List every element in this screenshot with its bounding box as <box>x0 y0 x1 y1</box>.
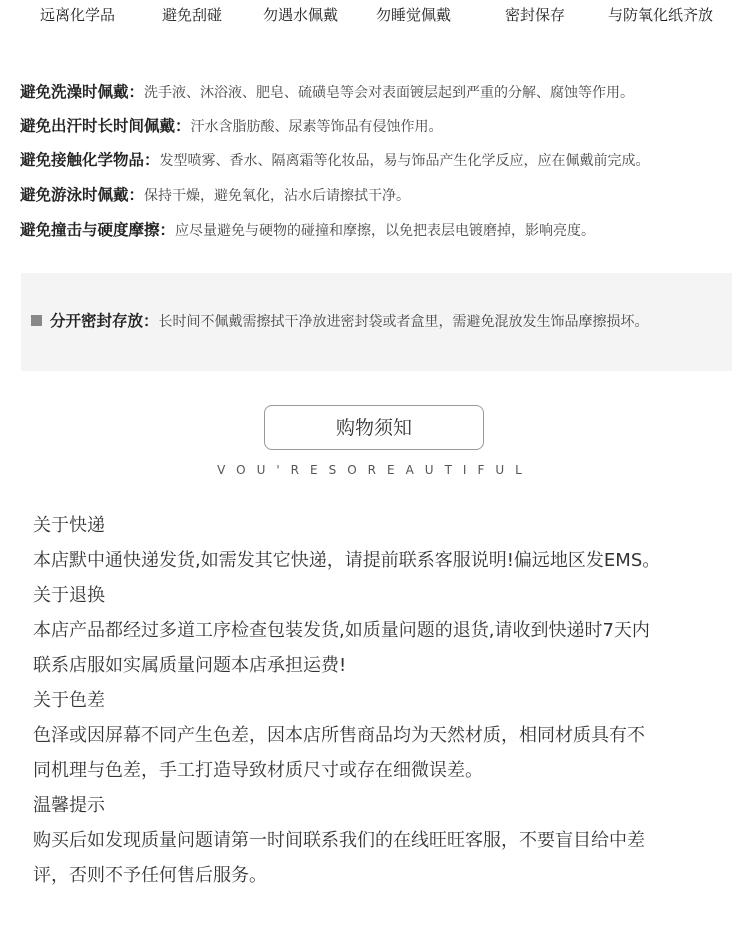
tip-title: 避免出汗时长时间佩戴 <box>20 117 176 135</box>
care-tip <box>20 218 595 240</box>
faq-text: 同机理与色差，手工打造导致材质尺寸或存在细微误差。 <box>33 760 483 781</box>
care-tip <box>20 148 650 170</box>
care-label-sealed: 密封保存 <box>505 6 566 24</box>
tip-title: 避免游泳时佩戴 <box>20 186 129 204</box>
tip-text: 应尽量避免与硬物的碰撞和摩擦，以免把表层电镀磨掉，影响亮度。 <box>175 223 596 239</box>
storage-line <box>31 309 649 331</box>
care-tip <box>20 183 410 205</box>
notice-subtitle: VOU'RESOREAUTIFUL <box>217 463 533 477</box>
faq-heading: 关于退换 <box>33 585 105 606</box>
care-label-antioxidant-paper: 与防氧化纸齐放 <box>608 6 714 24</box>
storage-title: 分开密封存放 <box>50 312 144 330</box>
tip-title: 避免撞击与硬度摩擦 <box>20 221 160 239</box>
faq-heading: 关于快递 <box>33 515 105 536</box>
care-label-chemicals: 远离化学品 <box>40 6 116 24</box>
faq-text: 本店默中通快递发货,如需发其它快递，请提前联系客服说明!偏远地区发EMS。 <box>33 550 661 571</box>
faq-heading: 温馨提示 <box>33 795 105 816</box>
storage-panel <box>21 273 732 371</box>
care-icon-labels <box>0 4 750 30</box>
tip-text: 洗手液、沐浴液、肥皂、硫磺皂等会对表面镀层起到严重的分解、腐蚀等作用。 <box>144 85 635 101</box>
care-tip <box>20 114 443 136</box>
storage-text: 长时间不佩戴需擦拭干净放进密封袋或者盒里，需避免混放发生饰品摩擦损坏。 <box>158 314 649 330</box>
faq-text: 色泽或因屏幕不同产生色差，因本店所售商品均为天然材质，相同材质具有不 <box>33 725 645 746</box>
tip-title: 避免接触化学物品 <box>20 151 145 169</box>
faq-text: 联系店服如实属质量问题本店承担运费! <box>33 655 347 676</box>
tip-colon: ： <box>175 117 191 135</box>
shopping-notice-text <box>33 508 733 893</box>
tip-text: 保持干燥，避免氧化，沾水后请擦拭干净。 <box>144 188 411 204</box>
care-label-water: 勿遇水佩戴 <box>263 6 339 24</box>
tip-colon: ： <box>159 221 176 239</box>
tip-title: 避免洗澡时佩戴 <box>20 83 129 101</box>
faq-text: 评，否则不予任何售后服务。 <box>33 865 267 886</box>
care-label-sleep: 勿睡觉佩戴 <box>376 6 452 24</box>
tip-colon: ： <box>128 186 145 204</box>
care-tip <box>20 80 634 102</box>
tip-text: 发型喷雾、香水、隔离霜等化妆品，易与饰品产生化学反应，应在佩戴前完成。 <box>159 153 650 169</box>
tip-colon: ： <box>144 151 160 169</box>
storage-colon: ： <box>143 312 159 330</box>
tip-text: 汗水含脂肪酸、尿素等饰品有侵蚀作用。 <box>190 119 443 135</box>
shopping-notice-button[interactable]: 购物须知 <box>264 405 484 450</box>
tip-colon: ： <box>128 83 145 101</box>
faq-heading: 关于色差 <box>33 690 105 711</box>
square-bullet-icon <box>31 315 42 326</box>
faq-text: 购买后如发现质量问题请第一时间联系我们的在线旺旺客服，不要盲目给中差 <box>33 830 645 851</box>
care-label-scratch: 避免刮碰 <box>162 6 223 24</box>
faq-text: 本店产品都经过多道工序检查包装发货,如质量问题的退货,请收到快递时7天内 <box>33 620 650 641</box>
